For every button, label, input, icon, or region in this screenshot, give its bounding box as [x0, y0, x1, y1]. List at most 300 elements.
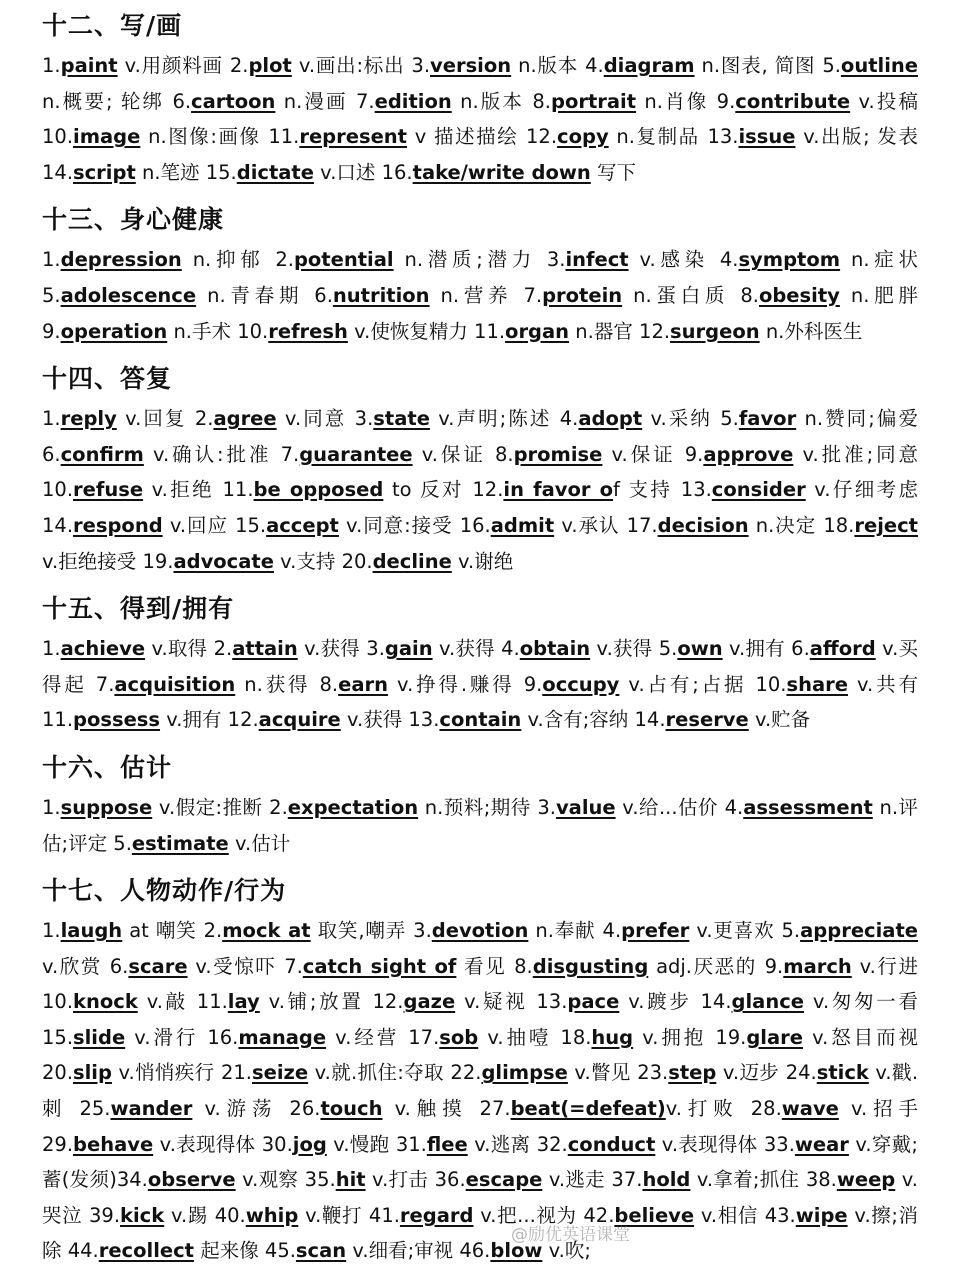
entry-definition: v.获得 [341, 708, 409, 731]
entry-keyword: respond [73, 514, 163, 537]
vocab-entry [537, 796, 724, 819]
entry-keyword: stick [817, 1061, 869, 1084]
vocab-entry [305, 1168, 435, 1191]
vocab-entry [450, 1061, 637, 1084]
entry-number: 9. [765, 955, 784, 978]
entry-number: 7. [96, 673, 115, 696]
entry-number: 3. [411, 54, 430, 77]
entry-number: 2. [230, 54, 249, 77]
entry-definition: v.打击 [366, 1168, 435, 1191]
entry-keyword: image [73, 125, 140, 148]
vocab-entry [42, 1061, 221, 1084]
entry-number: 2. [269, 796, 288, 819]
entry-definition: v.拒绝接受 [42, 550, 142, 573]
entry-keyword: obtain [520, 637, 590, 660]
vocab-entry [42, 514, 235, 537]
vocab-entry [228, 708, 409, 731]
vocab-entry [639, 320, 862, 343]
section-body [42, 790, 918, 861]
entry-number: 7. [284, 955, 303, 978]
section-body [42, 401, 918, 579]
vocab-entry [204, 919, 414, 942]
entry-definition: v.拥有 [723, 637, 792, 660]
entry-number: 6. [791, 637, 810, 660]
entry-definition: n.肥胖 [840, 284, 918, 307]
vocab-entry [720, 248, 918, 271]
entry-number: 20. [42, 1061, 73, 1084]
entry-number: 37. [611, 1168, 642, 1191]
vocab-entry [408, 1026, 560, 1049]
entry-number: 28. [751, 1097, 782, 1120]
vocab-entry [110, 955, 284, 978]
entry-keyword: expectation [288, 796, 418, 819]
entry-keyword: cartoon [191, 90, 275, 113]
entry-number: 5. [42, 284, 61, 307]
vocab-entry [42, 990, 197, 1013]
entry-definition: 取笑,嘲弄 [311, 919, 414, 942]
entry-number: 14. [42, 514, 73, 537]
entry-keyword: lay [228, 990, 260, 1013]
entry-definition: n.笔迹 [136, 161, 206, 184]
vocab-entry [96, 673, 320, 696]
entry-definition: v.批准;同意 [793, 443, 918, 466]
entry-number: 10. [42, 125, 73, 148]
entry-definition: v.给...估价 [616, 796, 725, 819]
entry-definition: at 嘲笑 [122, 919, 203, 942]
entry-keyword: believe [614, 1204, 694, 1227]
section-body [42, 631, 918, 738]
entry-keyword: script [73, 161, 136, 184]
entry-number: 17. [627, 514, 658, 537]
entry-definition: v.同意:接受 [339, 514, 460, 537]
entry-keyword: wear [795, 1133, 849, 1156]
entry-number: 1. [42, 248, 61, 271]
entry-keyword: confirm [61, 443, 144, 466]
vocab-entry [42, 1133, 262, 1156]
vocab-entry [560, 1026, 715, 1049]
entry-number: 19. [142, 550, 173, 573]
entry-definition: n.预料;期待 [418, 796, 537, 819]
entry-definition: v.保证 [413, 443, 495, 466]
entry-keyword: copy [557, 125, 609, 148]
entry-keyword: paint [61, 54, 118, 77]
entry-definition: v.回应 [163, 514, 235, 537]
entry-definition: v.估计 [229, 832, 290, 855]
entry-definition: v.触摸 [382, 1097, 479, 1120]
vocab-entry [42, 796, 269, 819]
entry-keyword: hit [336, 1168, 366, 1191]
vocab-entry [314, 284, 523, 307]
entry-definition: n.获得 [235, 673, 319, 696]
entry-number: 1. [42, 637, 61, 660]
entry-number: 4. [725, 796, 744, 819]
entry-number: 11. [197, 990, 228, 1013]
vocab-entry [717, 90, 918, 113]
entry-number: 41. [369, 1204, 400, 1227]
vocab-entry [172, 90, 356, 113]
entry-definition: v.仔细考虑 [806, 478, 918, 501]
entry-keyword: mock at [222, 919, 310, 942]
entry-number: 30. [262, 1133, 293, 1156]
vocab-entry [356, 90, 532, 113]
entry-number: 5. [720, 407, 739, 430]
entry-number: 1. [42, 54, 61, 77]
entry-keyword: afford [810, 637, 876, 660]
entry-keyword: favor [739, 407, 796, 430]
entry-definition: n.决定 [749, 514, 824, 537]
entry-keyword: obesity [759, 284, 840, 307]
entry-keyword: share [786, 673, 848, 696]
entry-definition: v.戳.刺 [42, 1061, 918, 1120]
entry-definition: v.投稿 [850, 90, 918, 113]
entry-number: 12. [372, 990, 403, 1013]
entry-keyword: estimate [132, 832, 229, 855]
entry-definition: v.拥有 [160, 708, 228, 731]
vocab-entry [396, 1133, 537, 1156]
entry-keyword: admit [491, 514, 554, 537]
entry-keyword: appreciate [800, 919, 918, 942]
vocab-entry [366, 637, 501, 660]
entry-definition: v.慢跑 [327, 1133, 396, 1156]
entry-number: 10. [42, 478, 73, 501]
vocab-entry [472, 478, 680, 501]
entry-definition: v.敲 [138, 990, 197, 1013]
entry-number: 5. [659, 637, 678, 660]
entry-number: 3. [355, 407, 374, 430]
entry-definition: v.打败 [666, 1097, 751, 1120]
entry-definition: n.奉献 [528, 919, 602, 942]
vocab-entry [560, 407, 720, 430]
entry-keyword: devotion [432, 919, 529, 942]
entry-number: 8. [514, 955, 533, 978]
entry-number: 2. [214, 637, 233, 660]
entry-number: 3. [366, 637, 385, 660]
section-title: 十五、得到/拥有 [42, 583, 918, 629]
entry-definition: f 支持 [613, 478, 681, 501]
entry-number: 13. [536, 990, 567, 1013]
entry-definition: v.获得 [298, 637, 367, 660]
entry-number: 14. [635, 708, 666, 731]
vocab-entry [435, 1168, 612, 1191]
entry-keyword: laugh [61, 919, 123, 942]
entry-definition: v.承认 [554, 514, 626, 537]
entry-keyword: glance [732, 990, 804, 1013]
vocab-entry [265, 1239, 459, 1262]
entry-number: 1. [42, 919, 61, 942]
entry-number: 4. [585, 54, 604, 77]
entry-number: 5. [822, 54, 841, 77]
entry-number: 11. [268, 125, 299, 148]
entry-keyword: suppose [61, 796, 153, 819]
section-title: 十二、写/画 [42, 0, 918, 46]
entry-definition: v.就.抓住:夺取 [308, 1061, 450, 1084]
entry-number: 7. [281, 443, 300, 466]
entry-keyword: scare [128, 955, 187, 978]
section-title: 十四、答复 [42, 353, 918, 399]
entry-keyword: flee [427, 1133, 468, 1156]
entry-number: 4. [720, 248, 739, 271]
entry-keyword: acquire [259, 708, 341, 731]
entry-keyword: plot [248, 54, 291, 77]
entry-definition: v.踱步 [619, 990, 700, 1013]
entry-number: 12. [639, 320, 670, 343]
vocab-entry [480, 1097, 751, 1120]
vocab-entry [289, 1097, 479, 1120]
entry-number: 4. [560, 407, 579, 430]
entry-definition: v.画出:标出 [292, 54, 412, 77]
entry-number: 13. [707, 125, 738, 148]
entry-keyword: slip [73, 1061, 112, 1084]
vocab-entry [268, 125, 526, 148]
section-title: 十七、人物动作/行为 [42, 865, 918, 911]
entry-number: 16. [382, 161, 413, 184]
entry-number: 7. [356, 90, 375, 113]
entry-definition: v.谢绝 [452, 550, 513, 573]
entry-keyword: blow [490, 1239, 542, 1262]
vocab-entry [685, 443, 918, 466]
entry-definition: v.贮备 [749, 708, 810, 731]
entry-number: 14. [701, 990, 732, 1013]
entry-definition: v.细看;审视 [346, 1239, 459, 1262]
entry-number: 31. [396, 1133, 427, 1156]
vocab-entry [372, 990, 536, 1013]
vocab-entry [611, 1168, 805, 1191]
entry-keyword: hug [591, 1026, 633, 1049]
vocab-entry [142, 550, 341, 573]
entry-number: 16. [207, 1026, 238, 1049]
entry-keyword: weep [837, 1168, 895, 1191]
entry-number: 15. [206, 161, 237, 184]
entry-keyword: march [783, 955, 852, 978]
entry-keyword: touch [320, 1097, 382, 1120]
entry-number: 8. [740, 284, 759, 307]
entry-number: 1. [42, 796, 61, 819]
entry-definition: n.手术 [167, 320, 237, 343]
vocab-entry [460, 514, 627, 537]
entry-keyword: guarantee [299, 443, 412, 466]
entry-number: 11. [474, 320, 505, 343]
vocab-entry [281, 443, 495, 466]
entry-number: 39. [89, 1204, 120, 1227]
entry-definition: v.逃走 [542, 1168, 611, 1191]
section-body [42, 913, 918, 1269]
vocab-entry [526, 125, 707, 148]
entry-definition: v.怒目而视 [803, 1026, 918, 1049]
entry-keyword: glare [746, 1026, 803, 1049]
entry-number: 8. [319, 673, 338, 696]
entry-definition: 起来像 [194, 1239, 265, 1262]
entry-number: 3. [537, 796, 556, 819]
entry-keyword: wipe [796, 1204, 848, 1227]
entry-number: 7. [523, 284, 542, 307]
entry-definition: v.买得起 [42, 637, 918, 696]
vocab-entry [42, 407, 195, 430]
entry-definition: n.图像:画像 [140, 125, 268, 148]
vocab-entry [720, 407, 918, 430]
vocab-entry [495, 443, 685, 466]
vocab-entry [89, 1204, 215, 1227]
vocab-entry [237, 320, 474, 343]
entry-number: 32. [537, 1133, 568, 1156]
entry-keyword: value [556, 796, 616, 819]
entry-keyword: advocate [173, 550, 274, 573]
entry-definition: v.保证 [602, 443, 684, 466]
entry-keyword: contribute [735, 90, 850, 113]
entry-keyword: promise [514, 443, 603, 466]
entry-number: 12. [228, 708, 259, 731]
entry-definition: v.疑视 [455, 990, 536, 1013]
entry-keyword: seize [252, 1061, 308, 1084]
vocab-entry [635, 708, 811, 731]
entry-definition: n.概要; 轮绑 [42, 90, 172, 113]
entry-number: 36. [435, 1168, 466, 1191]
entry-number: 6. [172, 90, 191, 113]
entry-keyword: jog [293, 1133, 327, 1156]
entry-number: 2. [204, 919, 223, 942]
entry-keyword: approve [703, 443, 793, 466]
entry-keyword: beat(=defeat) [511, 1097, 666, 1120]
vocab-entry [235, 514, 460, 537]
vocab-entry [42, 708, 228, 731]
entry-number: 13. [681, 478, 712, 501]
entry-definition: v.招手 [839, 1097, 918, 1120]
entry-definition: n.版本 [452, 90, 533, 113]
entry-keyword: reply [61, 407, 117, 430]
entry-definition: v.回复 [117, 407, 195, 430]
section-title: 十三、身心健康 [42, 194, 918, 240]
entry-keyword: version [430, 54, 511, 77]
vocab-entry [207, 1026, 408, 1049]
entry-keyword: wave [782, 1097, 839, 1120]
entry-keyword: potential [294, 248, 394, 271]
entry-definition: v.用颜料画 [118, 54, 230, 77]
entry-keyword: symptom [738, 248, 840, 271]
entry-definition: v.假定:推断 [152, 796, 269, 819]
entry-number: 13. [408, 708, 439, 731]
entry-keyword: edition [375, 90, 452, 113]
entry-number: 11. [42, 708, 73, 731]
entry-keyword: contain [439, 708, 521, 731]
entry-number: 18. [560, 1026, 591, 1049]
entry-definition: v.迈步 [716, 1061, 785, 1084]
vocab-entry [319, 673, 523, 696]
entry-definition: v.拒绝 [143, 478, 222, 501]
entry-number: 24. [786, 1061, 817, 1084]
vocab-entry [659, 637, 791, 660]
entry-keyword: acquisition [114, 673, 235, 696]
entry-definition: v.占有;占据 [619, 673, 755, 696]
entry-number: 21. [221, 1061, 252, 1084]
entry-keyword: operation [61, 320, 168, 343]
vocab-entry [275, 248, 547, 271]
entry-definition: v.使恢复精力 [348, 320, 474, 343]
entry-keyword: whip [246, 1204, 299, 1227]
entry-keyword: pace [567, 990, 619, 1013]
entry-definition: v.受惊吓 [188, 955, 285, 978]
entry-keyword: surgeon [670, 320, 760, 343]
entry-number: 10. [42, 990, 73, 1013]
entry-keyword: take/write down [413, 161, 591, 184]
vocab-entry [585, 54, 822, 77]
vocab-entry [197, 990, 373, 1013]
entry-number: 15. [42, 1026, 73, 1049]
entry-keyword: prefer [621, 919, 689, 942]
entry-number: 8. [495, 443, 514, 466]
entry-keyword: disgusting [533, 955, 649, 978]
entry-number: 9. [685, 443, 704, 466]
vocab-entry [524, 673, 756, 696]
vocab-entry [355, 407, 560, 430]
entry-definition: n.肖像 [636, 90, 717, 113]
vocab-entry [42, 478, 223, 501]
entry-keyword: in favor o [503, 478, 613, 501]
vocab-entry [474, 320, 639, 343]
entry-number: 14. [42, 161, 73, 184]
vocab-entry [707, 125, 918, 148]
entry-definition: n.版本 [511, 54, 585, 77]
entry-definition: n.青春期 [196, 284, 314, 307]
entry-number: 33. [764, 1133, 795, 1156]
vocab-entry [42, 284, 314, 307]
entry-number: 43. [765, 1204, 796, 1227]
vocab-entry [284, 955, 514, 978]
vocab-entry [42, 1026, 207, 1049]
entry-keyword: regard [400, 1204, 474, 1227]
vocab-entry [411, 54, 585, 77]
entry-keyword: gaze [403, 990, 455, 1013]
entry-keyword: nutrition [333, 284, 430, 307]
entry-number: 35. [305, 1168, 336, 1191]
section-title: 十六、估计 [42, 742, 918, 788]
entry-keyword: portrait [551, 90, 636, 113]
entry-keyword: gain [385, 637, 433, 660]
entry-keyword: recollect [99, 1239, 194, 1262]
vocab-entry [382, 161, 636, 184]
entry-definition: v.获得 [433, 637, 502, 660]
entry-definition: v.抽噎 [478, 1026, 560, 1049]
entry-definition: n.评估;评定 [42, 796, 918, 855]
vocab-entry [765, 955, 918, 978]
entry-keyword: refuse [73, 478, 143, 501]
entry-number: 3. [547, 248, 566, 271]
entry-number: 8. [532, 90, 551, 113]
vocab-entry [413, 919, 602, 942]
entry-keyword: adolescence [61, 284, 196, 307]
entry-definition: v.声明;陈述 [430, 407, 560, 430]
vocab-entry [42, 125, 268, 148]
entry-definition: 写下 [591, 161, 636, 184]
entry-number: 9. [717, 90, 736, 113]
entry-definition: v.拥抱 [633, 1026, 715, 1049]
entry-keyword: achieve [61, 637, 145, 660]
entry-number: 9. [42, 320, 61, 343]
entry-keyword: adopt [578, 407, 642, 430]
entry-keyword: assessment [743, 796, 873, 819]
entry-definition: v.哭泣 [42, 1168, 918, 1227]
entry-definition: v.出版; 发表 [795, 125, 918, 148]
vocab-entry [603, 919, 782, 942]
vocab-entry [206, 161, 382, 184]
vocab-entry [537, 1133, 764, 1156]
entry-definition: v.相信 [694, 1204, 765, 1227]
entry-keyword: possess [73, 708, 160, 731]
entry-keyword: refresh [268, 320, 348, 343]
entry-definition: v.滑行 [125, 1026, 207, 1049]
entry-keyword: protein [542, 284, 622, 307]
entry-definition: v.踢 [164, 1204, 215, 1227]
entry-definition: v.吹; [542, 1239, 591, 1262]
entry-number: 44. [68, 1239, 99, 1262]
